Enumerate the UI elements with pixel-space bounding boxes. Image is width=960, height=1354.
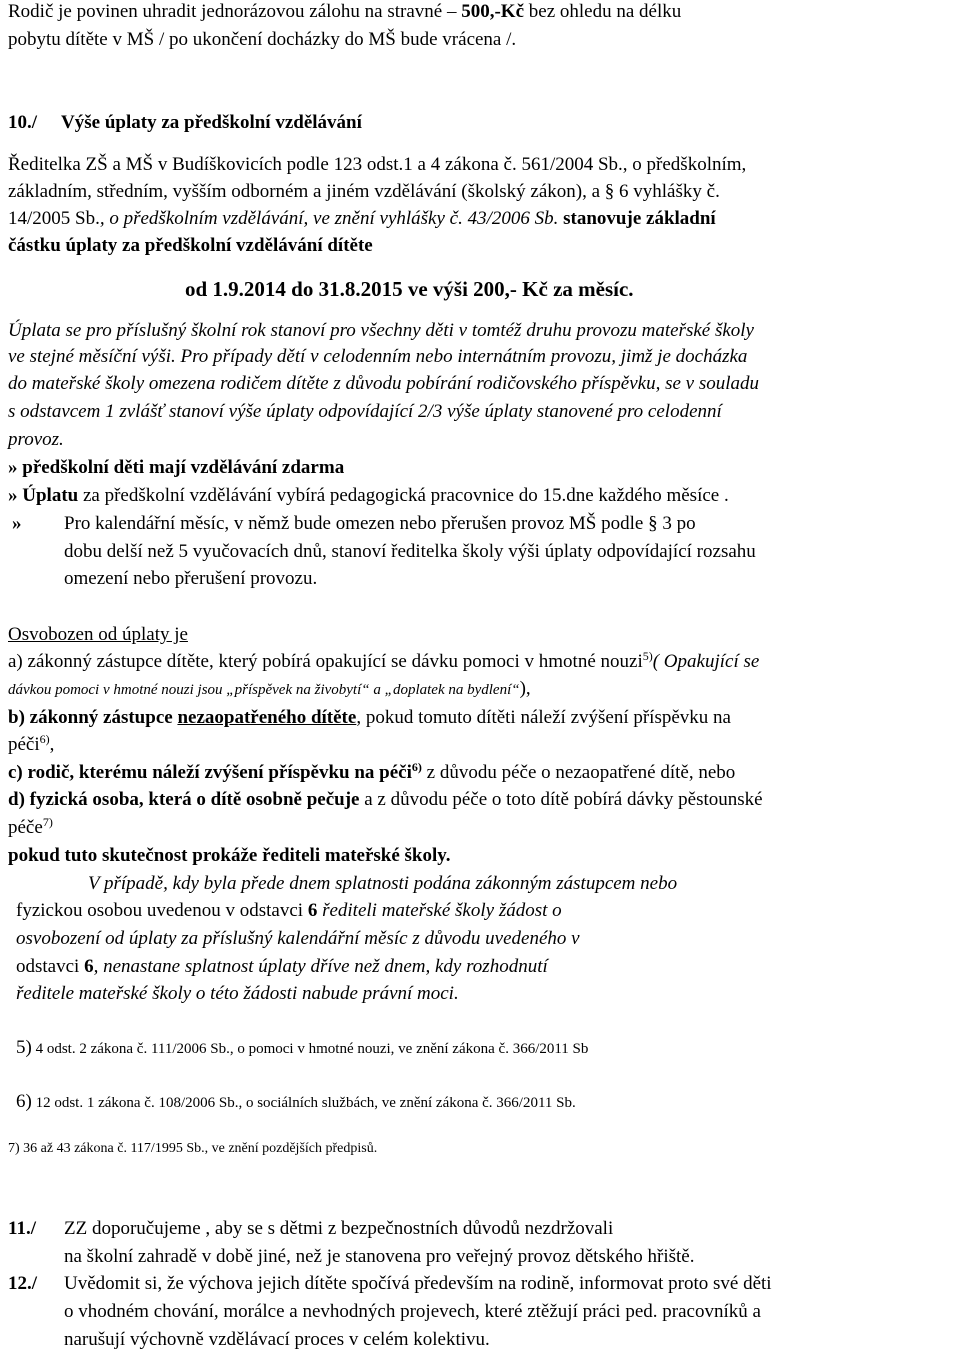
- section-11-line-1: ZZ doporučujeme , aby se s dětmi z bezpečnostních důvodů nezdržovali: [64, 1218, 614, 1239]
- exempt-b-text: , pokud tomuto dítěti náleží zvýšení příspěvku na: [356, 707, 731, 728]
- bullet-mark: »: [12, 513, 22, 534]
- exempt-d-text: péče: [8, 817, 43, 838]
- exempt-c-text: z důvodu péče o nezaopatřené dítě, nebo: [421, 762, 736, 783]
- footnote-text: 4 odst. 2 zákona č. 111/2006 Sb., o pomoci v hmotné nouzi, ve znění zákona č. 366/2011 Sb: [31, 1041, 589, 1057]
- intro-line-2: pobytu dítěte v MŠ / po ukončení docházky do MŠ bude vrácena /.: [8, 29, 517, 50]
- regulation-text: , o předškolním vzdělávání, ve znění vyhlášky č. 43/2006 Sb.: [99, 208, 564, 229]
- exempt-a-text: a) zákonný zástupce dítěte, který pobírá opakující se dávku pomoci v hmotné nouzi: [8, 651, 643, 672]
- exempt-d-line-2: [8, 815, 53, 838]
- footnote-number: 6): [16, 1091, 32, 1112]
- exempt-c-line: [8, 760, 736, 783]
- footnote-5: [16, 1038, 588, 1057]
- request-line-5: ředitele mateřské školy o této žádosti nabude právní moci.: [16, 983, 459, 1004]
- request-line-4: [16, 957, 548, 976]
- bullet-interruption-1: Pro kalendářní měsíc, v němž bude omezen nebo přerušen provoz MŠ podle § 3 po: [64, 513, 696, 534]
- exempt-d-text: a z důvodu péče o toto dítě pobírá dávky pěstounské: [359, 789, 763, 810]
- bullet-payment: [8, 486, 729, 505]
- exempt-d-line-1: [8, 790, 763, 809]
- footnote-7: 7) 36 až 43 zákona č. 117/1995 Sb., ve znění pozdějších předpisů.: [8, 1141, 378, 1156]
- deposit-amount: 500,-Kč: [461, 1, 525, 22]
- exempt-a-note: dávkou pomoci v hmotné nouzi jsou „příspěvek na živobytí“ a „doplatek na bydlení“: [8, 682, 520, 698]
- footnote-ref: 6): [39, 732, 50, 746]
- request-line-3: osvobození od úplaty za příslušný kalendářní měsíc z důvodu uvedeného v: [16, 928, 580, 949]
- footnote-text: 12 odst. 1 zákona č. 108/2006 Sb., o sociálních službách, ve znění zákona č. 366/2011 Sb.: [31, 1095, 576, 1111]
- footnote-ref: 6): [411, 760, 422, 774]
- fee-period: od 1.9.2014 do 31.8.2015 ve výši 200,- Kč za měsíc.: [185, 277, 634, 301]
- section-number: 10./: [8, 112, 38, 133]
- exempt-a-note: ( Opakující se: [652, 651, 760, 672]
- section-11-line-2: na školní zahradě v době jiné, než je stanovena pro veřejný provoz dětského hřiště.: [64, 1246, 695, 1267]
- regulation-ref: 14/2005 Sb.: [8, 208, 100, 229]
- request-text: , nenastane splatnost úplaty dříve než dnem, kdy rozhodnutí: [93, 956, 548, 977]
- s10-line-3: [8, 209, 716, 228]
- exempt-b-line-1: [8, 708, 731, 727]
- exempt-b-underlined: nezaopatřeného dítěte: [177, 707, 357, 728]
- section-10-heading: [8, 113, 362, 132]
- s10-para-2: ve stejné měsíční výši. Pro případy dětí v celodenním nebo internátním provozu, jimž je docházka: [8, 346, 748, 367]
- exempt-b-text: péči: [8, 734, 40, 755]
- section-12-number: 12./: [8, 1273, 38, 1294]
- section-12-line-1: Uvědomit si, že výchova jejich dítěte spočívá především na rodině, informovat proto své děti: [64, 1273, 772, 1294]
- footnote-number: 5): [16, 1037, 32, 1058]
- request-line-2: [16, 901, 562, 920]
- payment-label: » Úplatu: [8, 485, 79, 506]
- sets-basic: stanovuje základní: [563, 208, 716, 229]
- payment-text: za předškolní vzdělávání vybírá pedagogická pracovnice do 15.dne každého měsíce .: [78, 485, 729, 506]
- exempt-b-label: b) zákonný zástupce: [8, 707, 178, 728]
- exempt-c-label: c) rodič, kterému náleží zvýšení příspěvku na péči: [8, 762, 412, 783]
- exempt-a-tail: ),: [519, 678, 531, 699]
- section-title: Výše úplaty za předškolní vzdělávání: [61, 112, 362, 133]
- exempt-d-label: d) fyzická osoba, která o dítě osobně pečuje: [8, 789, 360, 810]
- footnote-6: [16, 1092, 576, 1111]
- footnote-ref: 5): [642, 649, 653, 663]
- intro-line-1: [8, 2, 681, 21]
- section-11-number: 11./: [8, 1218, 36, 1239]
- request-text: řediteli mateřské školy žádost o: [317, 900, 562, 921]
- section-12-line-2: o vhodném chování, morálce a nevhodných projevech, které ztěžují práci ped. pracovníků a: [64, 1301, 761, 1322]
- footnote-ref: 7): [42, 815, 53, 829]
- section-12-line-3: narušují výchovně vzdělávací proces v celém kolektivu.: [64, 1329, 490, 1350]
- request-text: fyzickou osobou uvedenou v odstavci: [16, 900, 308, 921]
- s10-para-3: do mateřské školy omezena rodičem dítěte z důvodu pobírání rodičovského příspěvku, se v souladu: [8, 373, 760, 394]
- s10-line-4: částku úplaty za předškolní vzdělávání dítěte: [8, 235, 373, 256]
- proof-line: pokud tuto skutečnost prokáže řediteli mateřské školy.: [8, 845, 451, 866]
- paragraph-ref: 6: [84, 956, 94, 977]
- exempt-b-line-2: [8, 732, 55, 755]
- s10-para-1: Úplata se pro příslušný školní rok stanoví pro všechny děti v tomtéž druhu provozu mateřské školy: [8, 320, 754, 341]
- exemption-heading: Osvobozen od úplaty je: [8, 624, 188, 645]
- paragraph-ref: 6: [307, 900, 318, 921]
- exempt-a-line-1: [8, 649, 760, 672]
- exempt-a-line-2: [8, 679, 531, 698]
- s10-line-2: základním, středním, vyšším odborném a jiném vzdělávání (školský zákon), a § 6 vyhlášky č.: [8, 181, 720, 202]
- bullet-interruption-3: omezení nebo přerušení provozu.: [64, 568, 318, 589]
- bullet-free-education: » předškolní děti mají vzdělávání zdarma: [8, 457, 345, 478]
- intro-text: bez ohledu na délku: [524, 1, 682, 22]
- exempt-b-text: ,: [49, 734, 55, 755]
- s10-para-4: s odstavcem 1 zvlášť stanoví výše úplaty odpovídající 2/3 výše úplaty stanovené pro celodenní: [8, 401, 722, 422]
- request-line-1: V případě, kdy byla přede dnem splatnosti podána zákonným zástupcem nebo: [88, 873, 678, 894]
- s10-line-1: Ředitelka ZŠ a MŠ v Budíškovicích podle 123 odst.1 a 4 zákona č. 561/2004 Sb., o předškolním,: [8, 154, 747, 175]
- request-text: odstavci: [16, 956, 85, 977]
- bullet-interruption-2: dobu delší než 5 vyučovacích dnů, stanoví ředitelka školy výši úplaty odpovídající rozsahu: [64, 541, 756, 562]
- intro-text: Rodič je povinen uhradit jednorázovou zálohu na stravné –: [8, 1, 462, 22]
- s10-para-5: provoz.: [8, 429, 64, 450]
